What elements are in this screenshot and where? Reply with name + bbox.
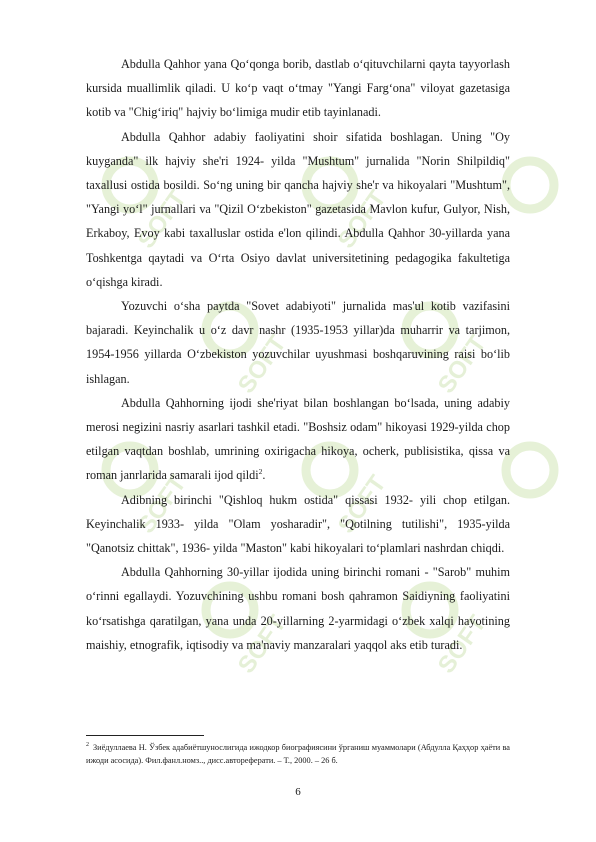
footnote: [86, 741, 510, 767]
footnote-divider: [86, 735, 204, 736]
svg-text:SOFT: SOFT: [432, 330, 492, 399]
page-body: [86, 52, 510, 657]
paragraph-5: Adibning birinchi "Qishloq hukm ostida" qissasi 1932- yili chop etilgan. Keyinchalik 1933- yilda "Olam yosharadir", "Qotilning tutilishi", 1935-yilda "Qanotsiz chittak", 1936- yilda "Maston" kabi hikoyalari to‘plamlari nashrdan chiqdi.: [86, 492, 510, 556]
paragraph-1: Abdulla Qahhor yana Qo‘qonga borib, dastlab o‘qituvchilarni qayta tayyorlash kursida muallimlik qiladi. U ko‘p vaqt o‘tmay "Yangi Farg‘ona" viloyat gazetasiga kotib va "Chig‘iriq" hajviy bo‘limiga mudir etib tayinlanadi.: [86, 57, 510, 120]
footnote-text: Зиёдуллаева Н. Ўзбек адабиётшунослигида ижодкор биографиясини ўрганиш муаммолари (Абдулла Қаҳҳор ҳаёти ва ижоди асосида). Фил.фанл.номз.., дисс.автореферати. – Т., 2000. – 26 б.: [86, 743, 510, 765]
paragraph-4: Abdulla Qahhorning ijodi she'riyat bilan boshlangan bo‘lsada, uning adabiy merosi negizini nasriy asarlari tashkil etadi. "Boshsiz odam" hikoyasi 1929-yilda chop etilgan vaqtdan boshlab, umrining oxirigacha hikoya, ocherk, publisistika, qissa va roman janrlarida samarali ijod qildi$^2$.: [86, 395, 510, 483]
footnote-reference[interactable]: 2: [258, 467, 263, 477]
page-number: 6: [295, 786, 301, 798]
svg-text:SOFT: SOFT: [332, 185, 392, 254]
svg-text:SOFT: SOFT: [332, 470, 392, 539]
svg-text:SOFT: SOFT: [232, 610, 292, 679]
paragraph-2: Abdulla Qahhor adabiy faoliyatini shoir sifatida boshlagan. Uning "Oy kuyganda" ilk hajviy she'ri 1924- yilda "Mushtum" jurnalida "Norin Shilpildiq" taxallusi ostida bosildi. So‘ng uning bir qancha hajviy she'r va hikoyalari "Mushtum", "Yangi yo‘l" jurnallari va "Qizil O‘zbekiston" gazetasida Mavlon kufur, Gulyor, Nish, Erkaboy, Evoy kabi taxalluslar ostida e'lon qilindi. Abdulla Qahhor 30-yillarda yana Toshkentga qaytadi va O‘rta Osiyo davlat universitetining pedagogika fakultetiga o‘qishga kiradi.: [86, 129, 510, 289]
svg-text:SOFT: SOFT: [132, 470, 192, 539]
svg-text:SOFT: SOFT: [432, 610, 492, 679]
footnote-mark: 2: [86, 742, 89, 749]
svg-text:SOFT: SOFT: [232, 330, 292, 399]
svg-text:SOFT: SOFT: [132, 185, 192, 254]
paragraph-6: Abdulla Qahhorning 30-yillar ijodida uning birinchi romani - "Sarob" muhim o‘rinni egallaydi. Yozuvchining ushbu romani bosh qahramon Saidiyning faoliyatini ko‘rsatishga qaratilgan, yana unda 20-yillarning 2-yarmidagi o‘zbek xalqi hayotining maishiy, etnografik, iqtisodiy va ma'naviy manzaralari yaqqol aks etib turadi.: [86, 565, 510, 652]
paragraph-3: Yozuvchi o‘sha paytda "Sovet adabiyoti" jurnalida mas'ul kotib vazifasini bajaradi. Keyinchalik u o‘z davr nashr (1935-1953 yillar)da muharrir va tarjimon, 1954-1956 yillarda O‘zbekiston yozuvchilar uyushmasi boshqaruvining raisi bo‘lib ishlagan.: [86, 299, 510, 386]
